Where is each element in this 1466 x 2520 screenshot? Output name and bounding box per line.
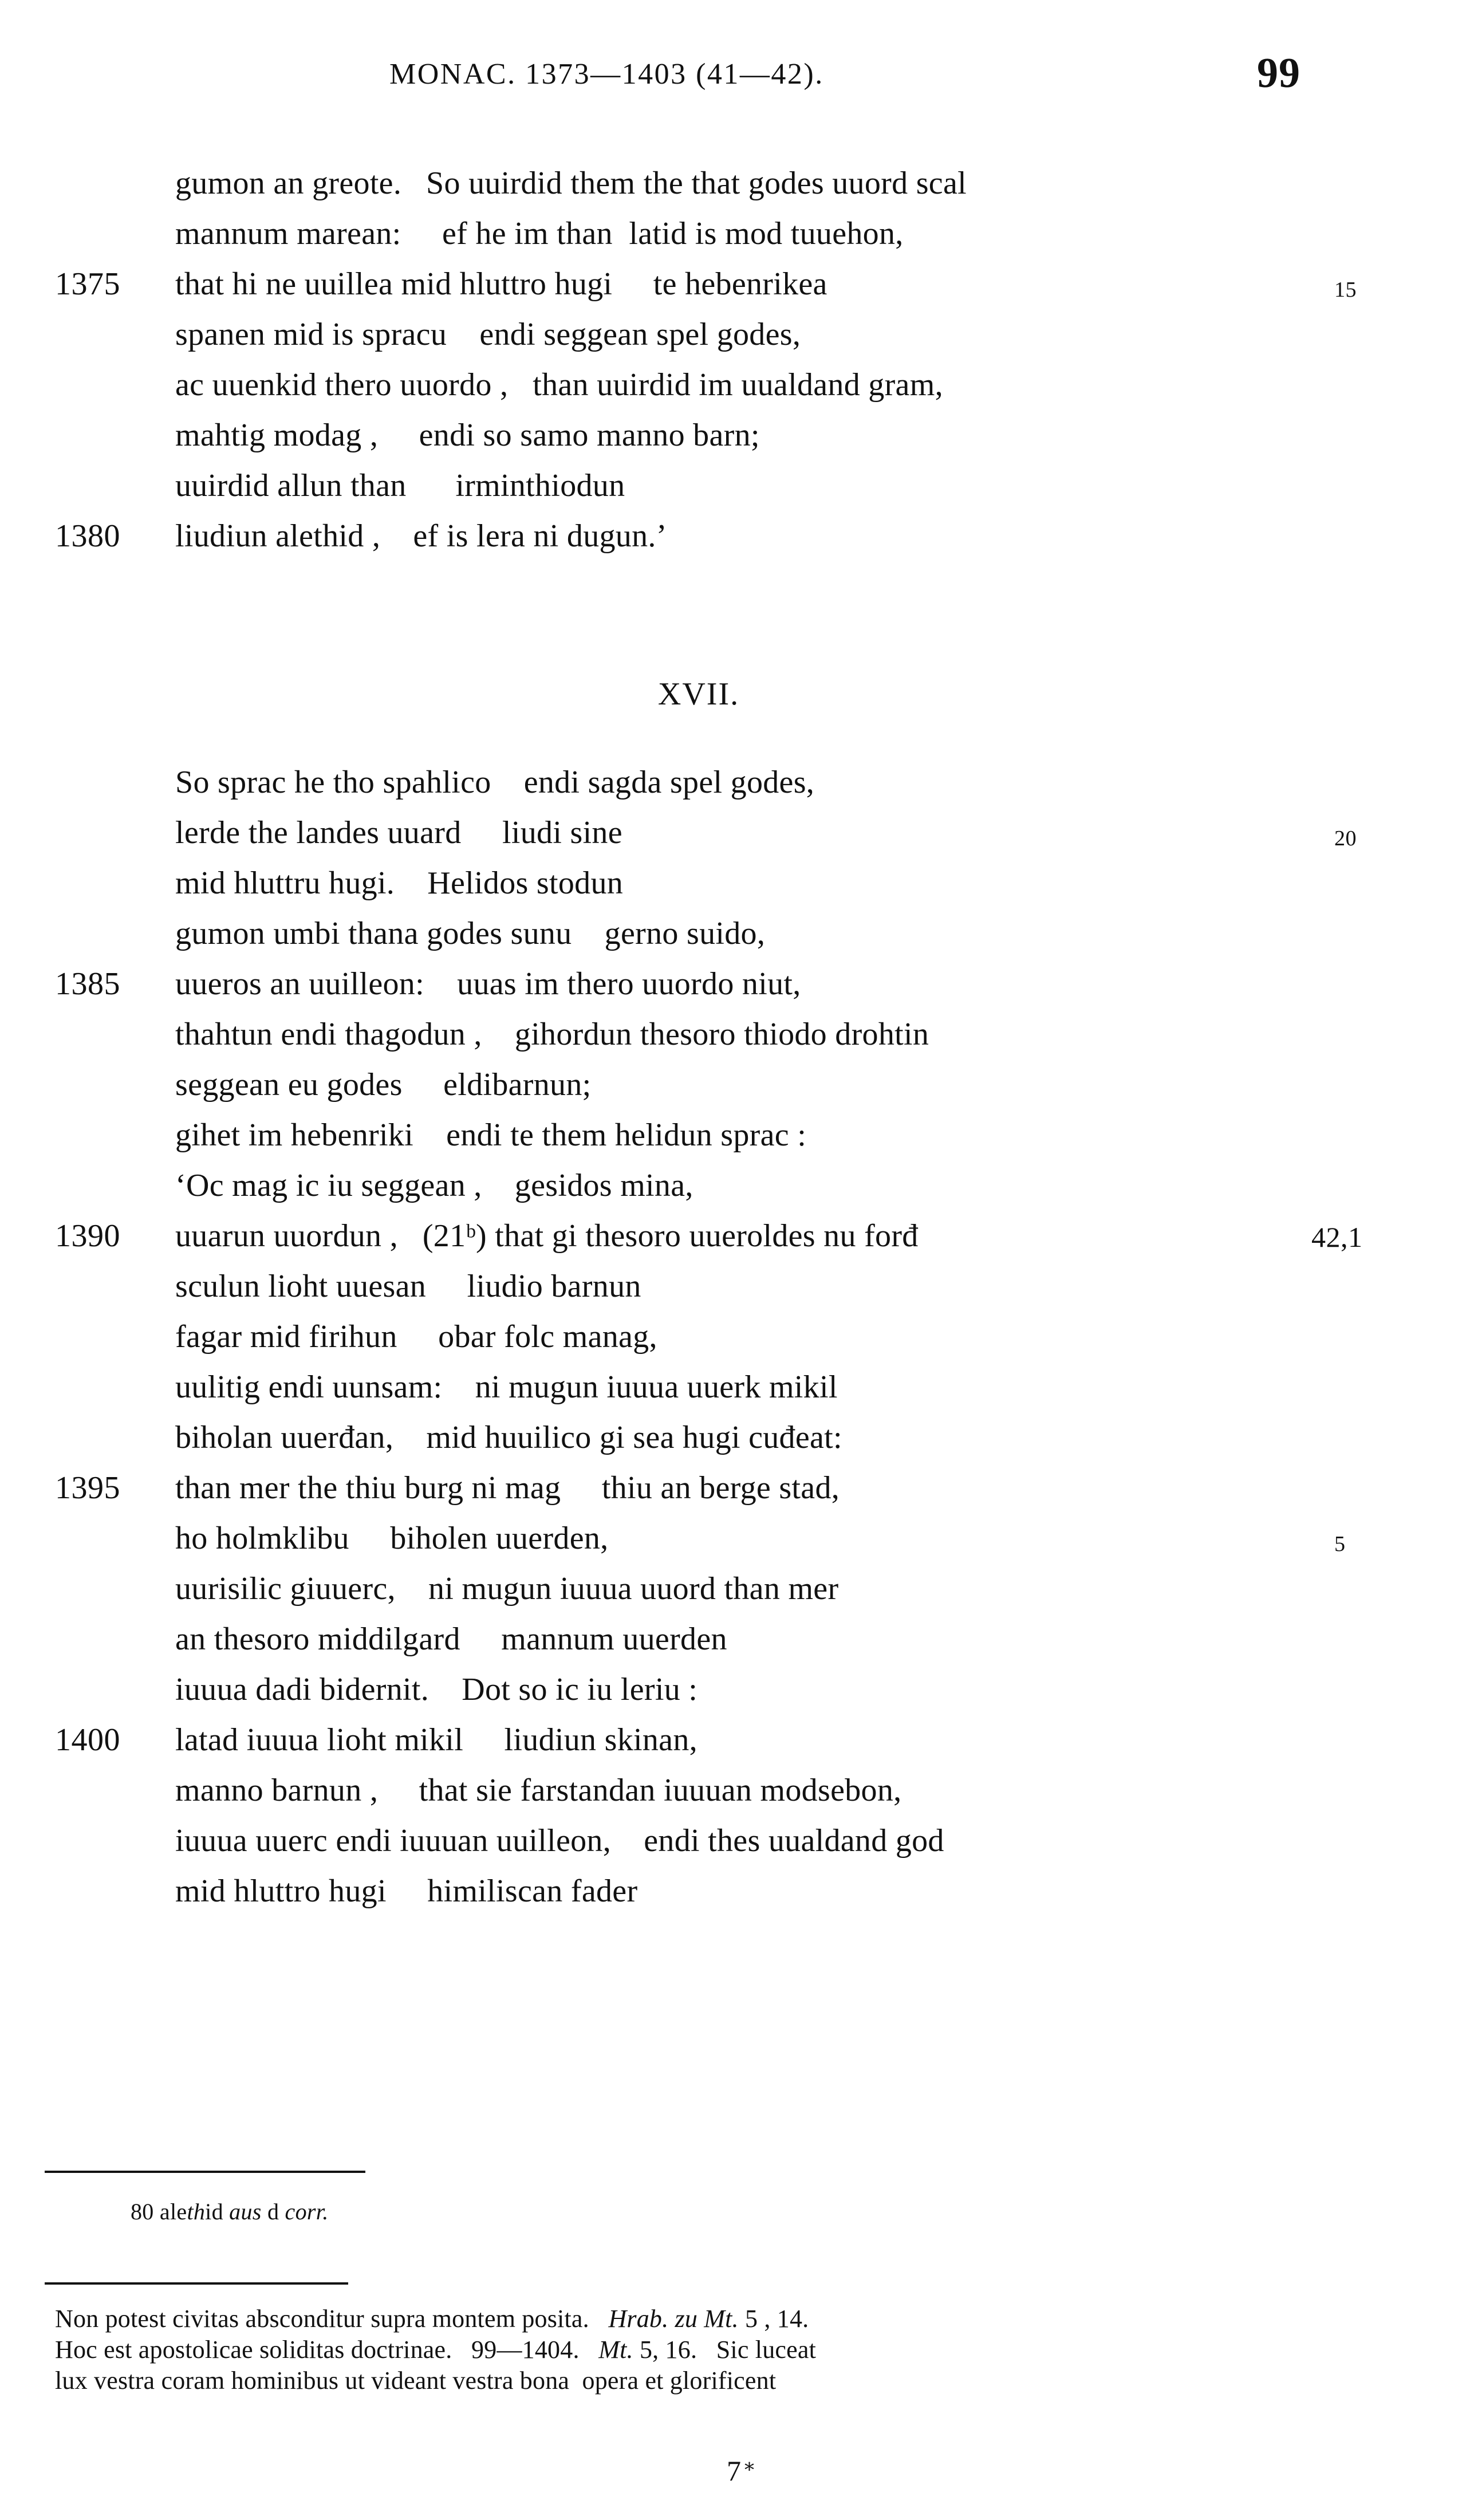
running-head bbox=[0, 50, 1466, 103]
footnote-lemma-italic: th bbox=[187, 2199, 206, 2224]
verse-number: 1395 bbox=[55, 1470, 120, 1506]
apparatus-text: Non potest civitas absconditur supra montem posita. bbox=[55, 2305, 609, 2333]
verse-text: mid hluttro hugi himiliscan fader bbox=[175, 1873, 638, 1909]
verse-text: mahtig modag , endi so samo manno barn; bbox=[175, 418, 760, 453]
verse-line bbox=[0, 858, 1466, 908]
apparatus-text: 5, 16. Sic luceat bbox=[633, 2336, 817, 2364]
margin-number: 20 bbox=[1334, 826, 1357, 850]
verse-line bbox=[0, 908, 1466, 959]
footnote-lemma-pre: ale bbox=[153, 2199, 187, 2224]
verse-number: 1385 bbox=[55, 966, 120, 1002]
verse-line bbox=[0, 1412, 1466, 1463]
margin-number: 5 bbox=[1334, 1532, 1346, 1556]
verse-text: gumon umbi thana godes sunu gerno suido, bbox=[175, 916, 766, 951]
verse-text: iuuua uuerc endi iuuuan uuilleon, endi thes uualdand god bbox=[175, 1823, 944, 1858]
apparatus-text: 5 , 14. bbox=[738, 2305, 809, 2333]
apparatus-divider bbox=[45, 2282, 348, 2285]
verse-text: uueros an uuilleon: uuas im thero uuordo niut, bbox=[175, 966, 801, 1002]
verse-line bbox=[0, 1765, 1466, 1816]
verse-line bbox=[0, 1110, 1466, 1160]
verse-line bbox=[0, 1362, 1466, 1412]
footnote bbox=[131, 2198, 329, 2225]
verse-text: than mer the thiu burg ni mag thiu an berge stad, bbox=[175, 1470, 840, 1506]
apparatus-line bbox=[55, 2304, 1429, 2334]
verse-text: sculun lioht uuesan liudio barnun bbox=[175, 1269, 641, 1304]
margin-number: 42,1 bbox=[1311, 1221, 1363, 1253]
verse-text: biholan uuerđan, mid huuilico gi sea hugi cuđeat: bbox=[175, 1420, 842, 1455]
footnote-line-number: 80 bbox=[131, 2199, 154, 2224]
verse-text: liudiun alethid , ef is lera ni dugun.’ bbox=[175, 518, 667, 554]
verse-text: spanen mid is spracu endi seggean spel godes, bbox=[175, 317, 801, 352]
margin-number: 15 bbox=[1334, 278, 1357, 302]
verse-text: uulitig endi uunsam: ni mugun iuuua uuerk mikil bbox=[175, 1369, 838, 1405]
apparatus-citation: Hrab. zu Mt. bbox=[608, 2305, 739, 2333]
verse-line bbox=[0, 1816, 1466, 1866]
verse-line bbox=[0, 208, 1466, 259]
verse-block-2 bbox=[0, 757, 1466, 1916]
verse-text: lerde the landes uuard liudi sine bbox=[175, 815, 622, 850]
section-heading-label: XVII. bbox=[657, 676, 740, 712]
verse-text: mid hluttru hugi. Helidos stodun bbox=[175, 865, 624, 901]
signature-number: 7 bbox=[727, 2454, 741, 2487]
verse-text: ‘Oc mag ic iu seggean , gesidos mina, bbox=[175, 1168, 693, 1203]
verse-line bbox=[0, 1614, 1466, 1664]
apparatus-line bbox=[55, 2365, 1429, 2396]
verse-number: 1390 bbox=[55, 1218, 120, 1254]
verse-line bbox=[0, 1866, 1466, 1916]
apparatus-line bbox=[55, 2334, 1429, 2365]
verse-line bbox=[0, 511, 1466, 561]
verse-number: 1375 bbox=[55, 266, 120, 302]
verse-line bbox=[0, 360, 1466, 410]
verse-text: uuarun uuordun , (21ᵇ) that gi thesoro uueroldes nu forđ bbox=[175, 1218, 919, 1254]
verse-text: mannum marean: ef he im than latid is mod tuuehon, bbox=[175, 216, 904, 251]
verse-line bbox=[0, 1160, 1466, 1211]
verse-line bbox=[0, 1211, 1466, 1261]
verse-text: uuirdid allun than irminthiodun bbox=[175, 468, 625, 503]
section-heading bbox=[0, 676, 1466, 712]
apparatus-text: lux vestra coram hominibus ut videant vestra bona opera et glorificent bbox=[55, 2367, 777, 2395]
verse-line bbox=[0, 309, 1466, 360]
verse-line bbox=[0, 757, 1466, 808]
verse-text: So sprac he tho spahlico endi sagda spel godes, bbox=[175, 765, 815, 800]
page-number: 99 bbox=[1257, 50, 1301, 97]
verse-text: seggean eu godes eldibarnun; bbox=[175, 1067, 592, 1102]
verse-line bbox=[0, 1513, 1466, 1564]
footnote-note-mid: d bbox=[261, 2199, 285, 2224]
verse-text: fagar mid firihun obar folc manag, bbox=[175, 1319, 657, 1354]
verse-number: 1380 bbox=[55, 518, 120, 554]
verse-text: manno barnun , that sie farstandan iuuuan modsebon, bbox=[175, 1773, 902, 1808]
verse-line bbox=[0, 1463, 1466, 1513]
verse-text: ac uuenkid thero uuordo , than uuirdid im uualdand gram, bbox=[175, 367, 943, 403]
verse-text: gumon an greote. So uuirdid them the that godes uuord scal bbox=[175, 166, 967, 201]
apparatus-block bbox=[55, 2304, 1429, 2396]
verse-line bbox=[0, 460, 1466, 511]
verse-number: 1400 bbox=[55, 1722, 120, 1758]
verse-line bbox=[0, 1564, 1466, 1614]
asterisk-icon: ⁎ bbox=[744, 2454, 754, 2475]
verse-line bbox=[0, 1715, 1466, 1765]
signature-mark bbox=[0, 2452, 1466, 2487]
running-head-title: MONAC. 1373—1403 (41—42). bbox=[389, 58, 824, 90]
footnote-lemma-post: id bbox=[205, 2199, 230, 2224]
verse-line bbox=[0, 259, 1466, 309]
footnote-note-italic-2: corr. bbox=[285, 2199, 329, 2224]
verse-text: uurisilic giuuerc, ni mugun iuuua uuord than mer bbox=[175, 1571, 839, 1606]
verse-block bbox=[0, 158, 1466, 561]
verse-text: iuuua dadi bidernit. Dot so ic iu leriu : bbox=[175, 1672, 698, 1707]
verse-line bbox=[0, 410, 1466, 460]
footnote-note-italic-1: aus bbox=[229, 2199, 262, 2224]
verse-text: an thesoro middilgard mannum uuerden bbox=[175, 1621, 727, 1657]
verse-line bbox=[0, 1664, 1466, 1715]
verse-text: thahtun endi thagodun , gihordun thesoro thiodo drohtin bbox=[175, 1017, 929, 1052]
verse-line bbox=[0, 1261, 1466, 1312]
verse-line bbox=[0, 1060, 1466, 1110]
verse-line bbox=[0, 808, 1466, 858]
verse-text: gihet im hebenriki endi te them helidun sprac : bbox=[175, 1117, 807, 1153]
apparatus-citation: Mt. bbox=[598, 2336, 633, 2364]
verse-text: latad iuuua lioht mikil liudiun skinan, bbox=[175, 1722, 697, 1758]
verse-text: that hi ne uuillea mid hluttro hugi te hebenrikea bbox=[175, 266, 827, 302]
verse-line bbox=[0, 1312, 1466, 1362]
verse-line bbox=[0, 1009, 1466, 1060]
verse-line bbox=[0, 959, 1466, 1009]
verse-text: ho holmklibu biholen uuerden, bbox=[175, 1521, 609, 1556]
footnote-divider bbox=[45, 2171, 365, 2173]
verse-line bbox=[0, 158, 1466, 208]
apparatus-text: Hoc est apostolicae soliditas doctrinae. 99—1404. bbox=[55, 2336, 599, 2364]
